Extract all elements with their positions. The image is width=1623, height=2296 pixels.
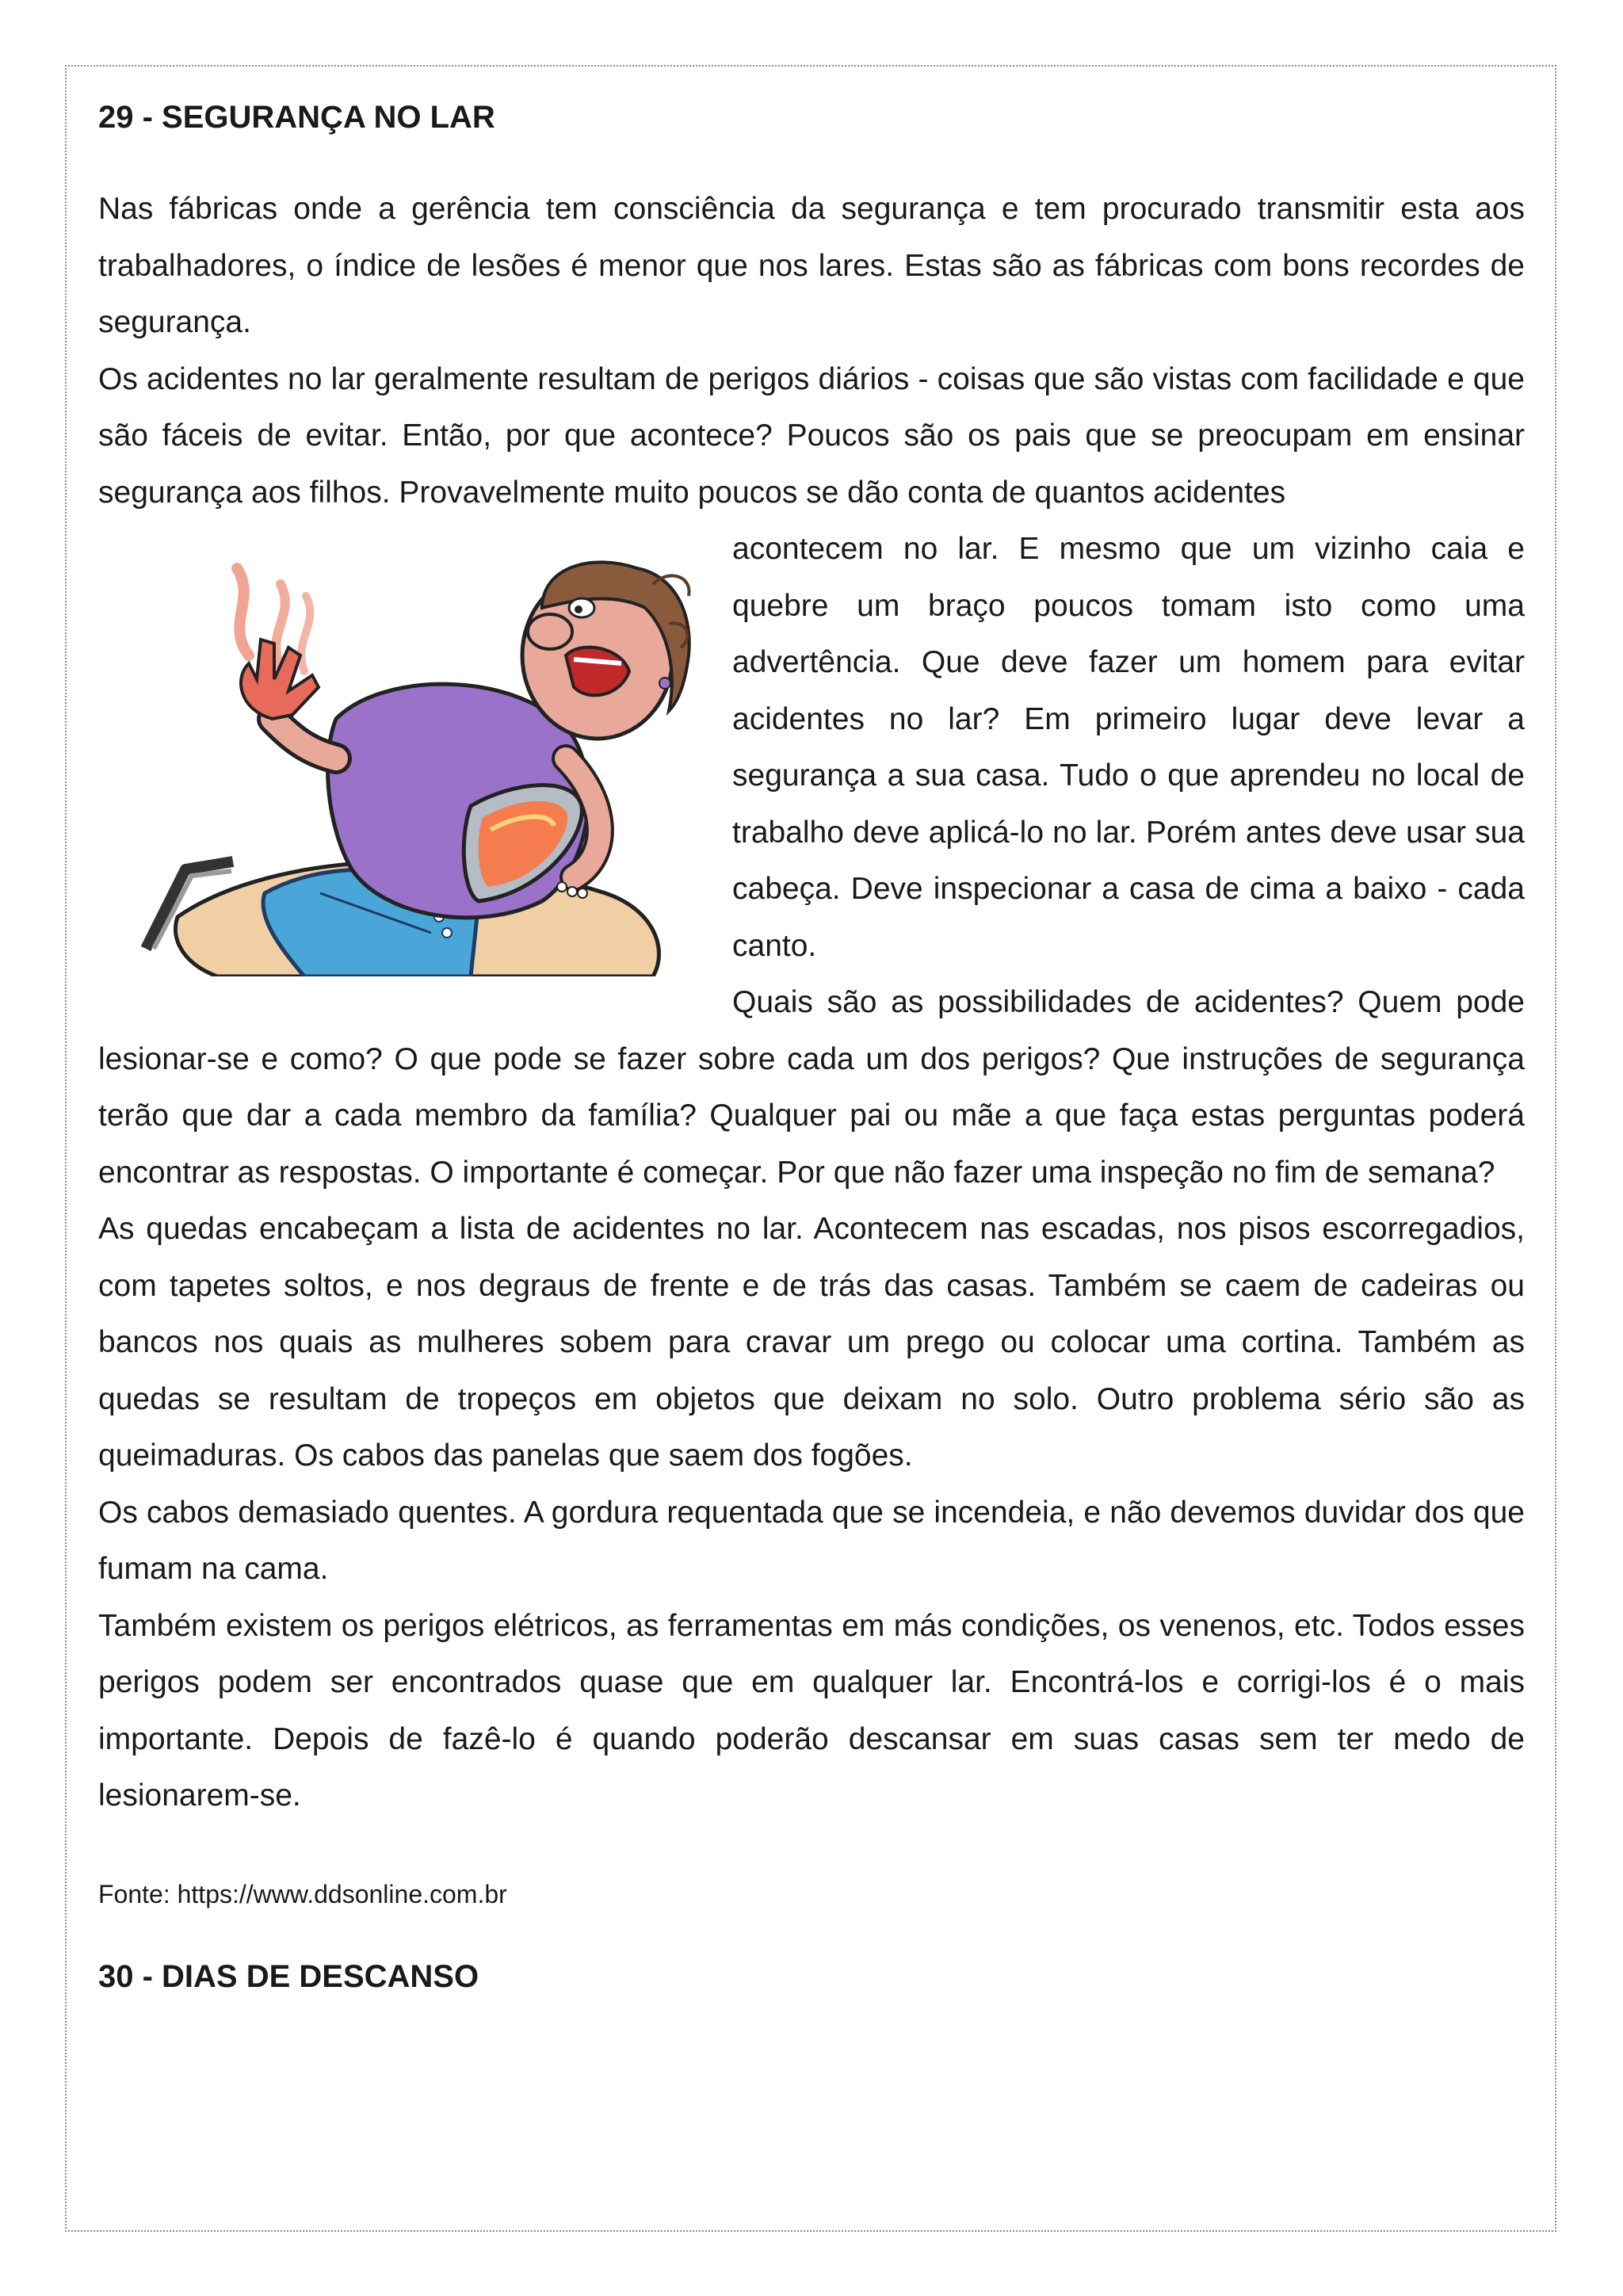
paragraph: Quais são as possibilidades de acidentes? Quem pode lesionar-se e como? O que pode se fazer sobre cada um dos perigos? Que instruções de segurança terão que dar a cada membro da família? Qualquer pai ou mãe a que faça estas perguntas poderá encontrar as respostas. O importante é começar. Por que não fazer uma inspeção no fim de semana? xyxy=(98,985,1525,1190)
paragraph: acontecem no lar. E mesmo que um vizinho caia e quebre um braço poucos tomam isto como uma advertência. Que deve fazer um homem para evitar acidentes no lar? Em primeiro lugar deve levar a segurança a sua casa. Tudo o que aprendeu no local de trabalho deve aplicá-lo no lar. Porém antes deve usar sua cabeça. Deve inspecionar a casa de cima a baixo - cada canto. xyxy=(732,532,1525,963)
paragraph: Os cabos demasiado quentes. A gordura requentada que se incendeia, e não devemos duvidar dos que fumam na cama. xyxy=(98,1495,1525,1586)
ironing-burn-illustration xyxy=(98,521,708,976)
paragraph: As quedas encabeçam a lista de acidentes no lar. Acontecem nas escadas, nos pisos escorregadios, com tapetes soltos, e nos degraus de frente e de trás das casas. Também se caem de cadeiras ou bancos nos quais as mulheres sobem para cravar um prego ou colocar uma cortina. Também as quedas se resultam de tropeços em objetos que deixam no solo. Outro problema sério são as queimaduras. Os cabos das panelas que saem dos fogões. xyxy=(98,1212,1525,1473)
section-heading: 29 - SEGURANÇA NO LAR xyxy=(98,100,495,135)
source-citation: Fonte: https://www.ddsonline.com.br xyxy=(98,1879,507,1908)
paragraph: Os acidentes no lar geralmente resultam de perigos diários - coisas que são vistas com facilidade e que são fáceis de evitar. Então, por que acontece? Poucos são os pais que se preocupam em ensinar segurança aos filhos. Provavelmente muito poucos se dão conta de quantos acidentes xyxy=(98,361,1525,510)
section-heading: 30 - DIAS DE DESCANSO xyxy=(98,1958,479,1994)
document-body xyxy=(98,94,1525,2000)
paragraph: Nas fábricas onde a gerência tem consciência da segurança e tem procurado transmitir esta aos trabalhadores, o índice de lesões é menor que nos lares. Estas são as fábricas com bons recordes de segurança. xyxy=(98,192,1525,339)
paragraph: Também existem os perigos elétricos, as ferramentas em más condições, os venenos, etc. Todos esses perigos podem ser encontrados quase que em qualquer lar. Encontrá-los e corrigi-los é o mais importante. Depois de fazê-lo é quando poderão descansar em suas casas sem ter medo de lesionarem-se. xyxy=(98,1608,1525,1813)
